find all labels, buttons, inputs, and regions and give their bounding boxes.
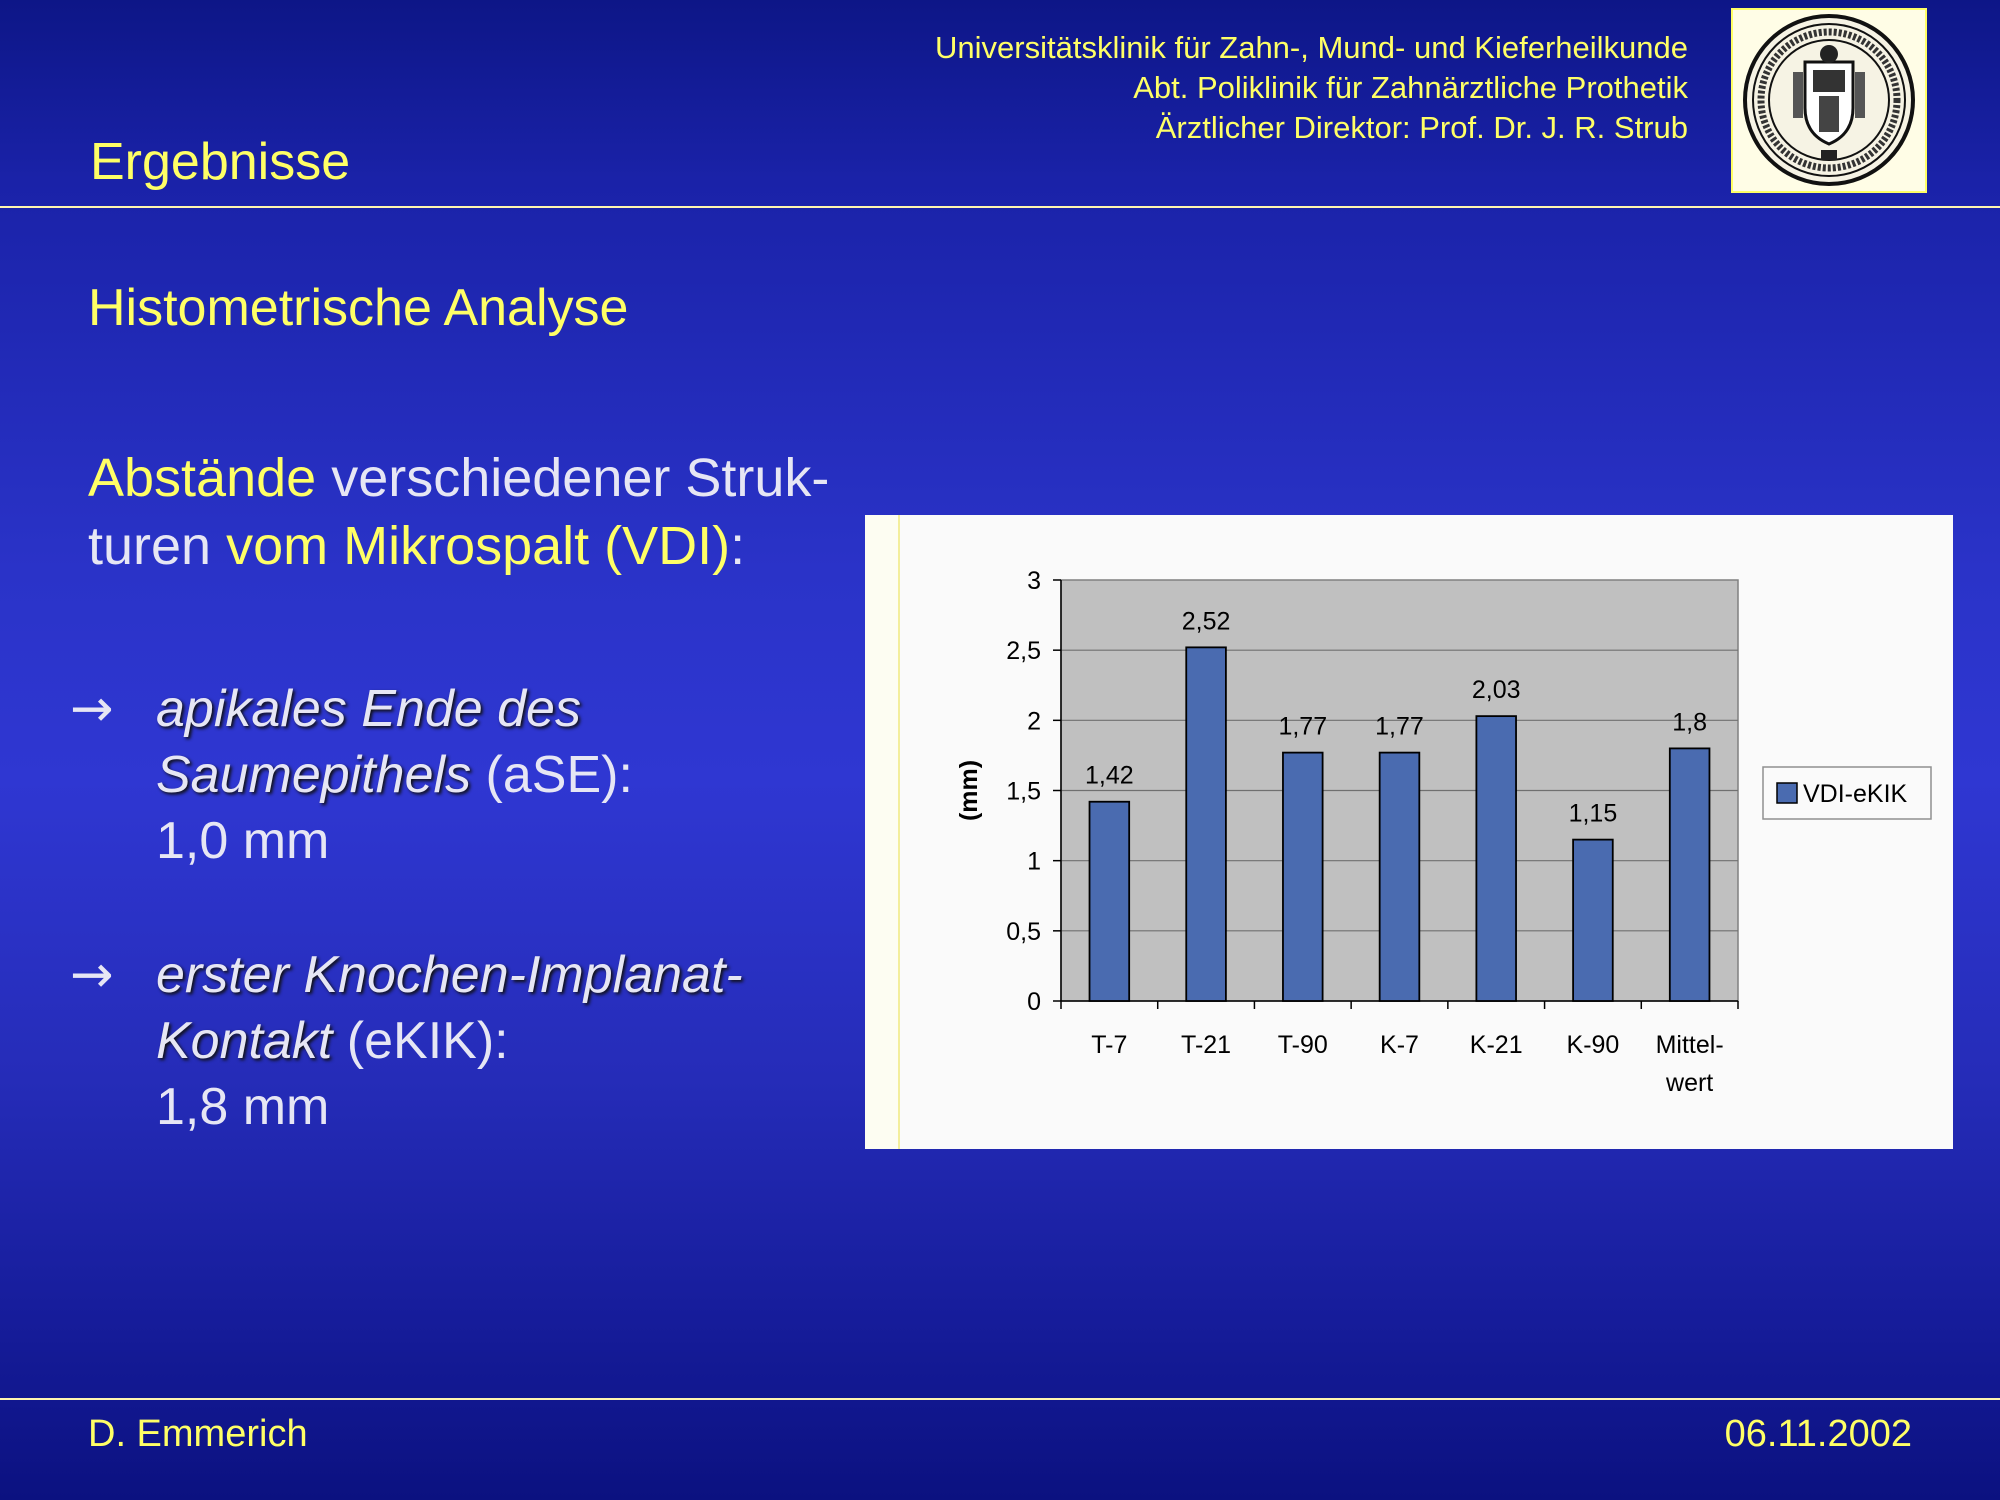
intro-text-part: : (730, 516, 746, 576)
section-subtitle: Histometrische Analyse (88, 279, 629, 337)
bullet-text (156, 676, 633, 874)
bar (1283, 753, 1323, 1001)
arrow-icon: → (70, 679, 114, 739)
bar (1186, 647, 1226, 1001)
data-label: 1,42 (1085, 761, 1134, 790)
institution-line: Abt. Poliklinik für Zahnärztliche Prothetik (1133, 70, 1688, 105)
x-tick-label: T-21 (1181, 1031, 1232, 1059)
intro-highlight: Abstände (88, 448, 317, 508)
bullet-abbrev: (aSE): (471, 746, 633, 804)
intro-text (88, 444, 829, 580)
data-label: 1,8 (1672, 708, 1708, 737)
footer-divider (0, 1398, 2000, 1400)
bar (1670, 748, 1710, 1001)
x-tick-label: K-21 (1469, 1031, 1523, 1059)
y-tick-label: 3 (1027, 567, 1041, 595)
y-tick-label: 0,5 (1006, 917, 1041, 946)
chart-container (865, 515, 1953, 1149)
data-label: 1,77 (1278, 712, 1328, 741)
chart-left-band (865, 515, 899, 1149)
footer-author: D. Emmerich (88, 1413, 308, 1455)
data-label: 2,52 (1181, 607, 1231, 636)
data-label: 1,15 (1568, 799, 1618, 828)
x-tick-label: T-90 (1277, 1031, 1328, 1059)
x-tick-label: Mittel- (1655, 1031, 1724, 1059)
institution-line: Ärztlicher Direktor: Prof. Dr. J. R. Strub (1155, 110, 1688, 145)
intro-highlight: vom Mikrospalt (VDI) (226, 516, 731, 576)
bar (1090, 802, 1130, 1001)
bar (1476, 716, 1516, 1001)
bullet-value: 1,8 mm (156, 1078, 330, 1136)
x-tick-label: wert (1666, 1069, 1714, 1097)
page-title: Ergebnisse (90, 133, 351, 191)
y-tick-label: 2 (1027, 707, 1041, 736)
y-axis-label: (mm) (955, 759, 983, 822)
bullet-term: apikales Ende des (156, 680, 581, 738)
y-tick-label: 1 (1027, 847, 1041, 876)
data-label: 1,77 (1375, 712, 1424, 741)
bullet-text (156, 942, 743, 1140)
x-tick-label: K-7 (1380, 1031, 1419, 1059)
intro-line-1 (88, 444, 829, 512)
bar (1573, 840, 1613, 1001)
bullet-term: Kontakt (156, 1012, 333, 1070)
y-tick-label: 1,5 (1006, 777, 1041, 806)
header-divider (0, 206, 2000, 208)
bar (1380, 753, 1420, 1001)
intro-line-2 (88, 512, 829, 580)
seal-icon (1733, 10, 1925, 191)
bullet-term: erster Knochen-Implanat- (156, 946, 743, 1004)
institution-header (935, 28, 1688, 148)
x-tick-label: T-7 (1091, 1031, 1128, 1059)
y-tick-label: 0 (1027, 988, 1041, 1016)
arrow-icon: → (70, 945, 114, 1005)
bullet-term: Saumepithels (156, 746, 472, 804)
x-tick-label: K-90 (1566, 1031, 1620, 1059)
footer-date: 06.11.2002 (1724, 1413, 1912, 1455)
bullet-abbrev: (eKIK): (332, 1012, 509, 1070)
intro-text-part: turen (88, 516, 227, 576)
university-seal-logo (1731, 8, 1927, 193)
bar-chart (865, 515, 1953, 1149)
legend-swatch (1777, 783, 1797, 803)
intro-text-part: verschiedener Struk- (316, 448, 830, 508)
bullet-value: 1,0 mm (156, 812, 330, 870)
legend-label: VDI-eKIK (1803, 780, 1908, 808)
data-label: 2,03 (1471, 676, 1521, 705)
y-tick-label: 2,5 (1006, 637, 1041, 666)
institution-line: Universitätsklinik für Zahn-, Mund- und Kieferheilkunde (935, 30, 1688, 65)
